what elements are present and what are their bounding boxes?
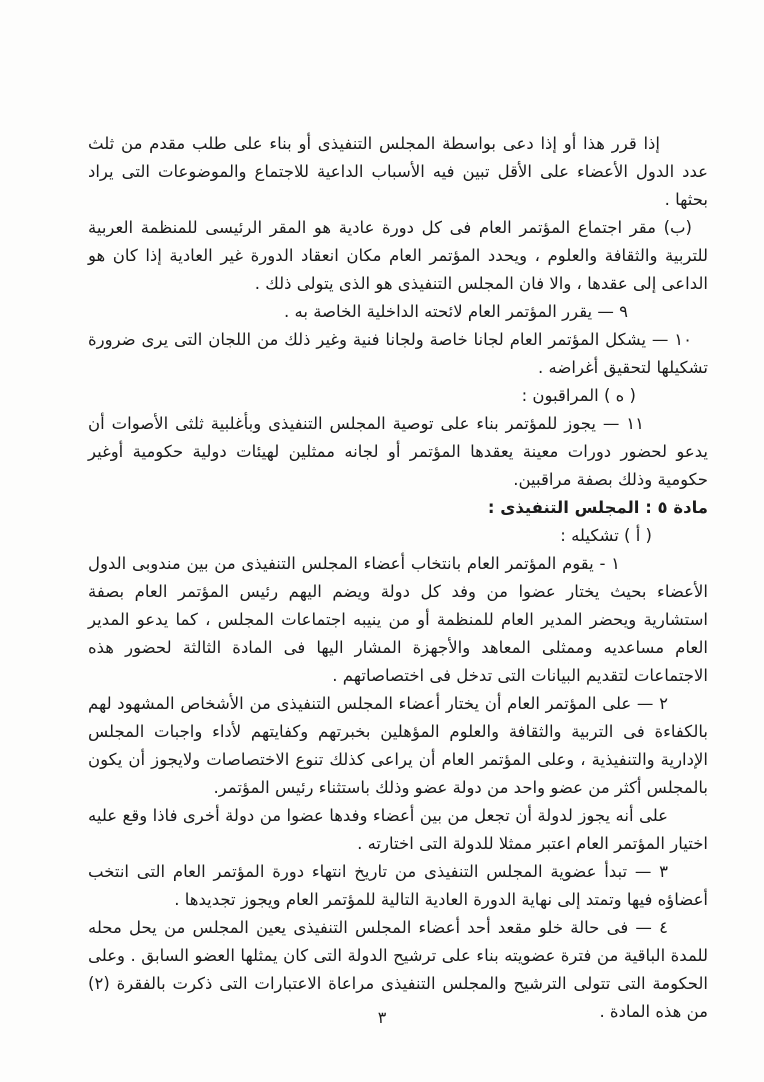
item-3-paragraph: ٣ — تبدأ عضوية المجلس التنفيذى من تاريخ انتهاء دورة المؤتمر العام التى انتخب أعضاؤه فيها وتمتد إلى نهاية الدورة العادية التالية للمؤتمر العام ويجوز تجديدها . [88, 862, 708, 909]
document-body [88, 130, 708, 1026]
item-10-paragraph: ١٠ — يشكل المؤتمر العام لجانا خاصة ولجانا فنية وغير ذلك من اللجان التى يرى ضرورة تشكيلها لتحقيق أغراضه . [88, 330, 708, 377]
clause-a-heading: ( أ ) تشكيله : [560, 526, 652, 545]
item-9-paragraph: ٩ — يقرر المؤتمر العام لائحته الداخلية الخاصة به . [284, 302, 628, 321]
clause-b-paragraph: (ب) مقر اجتماع المؤتمر العام فى كل دورة عادية هو المقر الرئيسى للمنظمة العربية للتربية والثقافة والعلوم ، ويحدد المؤتمر العام مكان انعقاد الدورة غير العادية إذا كان هو الداعى إلى عقدها ، والا فان المجلس التنفيذى هو الذى يتولى ذلك . [88, 218, 708, 293]
item-2-note-paragraph: على أنه يجوز لدولة أن تجعل من بين أعضاء وفدها عضوا من دولة أخرى فاذا وقع عليه اختيار المؤتمر العام اعتبر ممثلا للدولة التى اختارته . [88, 806, 708, 853]
page-number: ٣ [377, 1008, 387, 1027]
article-5-heading: مادة ٥ : المجلس التنفيذى : [487, 498, 708, 517]
item-11-paragraph: ١١ — يجوز للمؤتمر بناء على توصية المجلس التنفيذى وبأغلبية ثلثى الأصوات أن يدعو لحضور دورات معينة يعقدها المؤتمر أو لجانه ممثلين لهيئات دولية حكومية أوغير حكومية وذلك بصفة مراقبين. [88, 414, 708, 489]
paragraph-continuation: إذا قرر هذا أو إذا دعى بواسطة المجلس التنفيذى أو بناء على طلب مقدم من ثلث عدد الدول الأعضاء على الأقل تبين فيه الأسباب الداعية للاجتماع والموضوعات التى يراد بحثها . [88, 134, 708, 209]
item-4-paragraph: ٤ — فى حالة خلو مقعد أحد أعضاء المجلس التنفيذى يعين المجلس من يحل محله للمدة الباقية من فترة عضويته بناء على ترشيح الدولة التى كان يمثلها العضو السابق . وعلى الحكومة التى تتولى الترشيح والمجلس التنفيذى مراعاة الاعتبارات التى ذكرت بالفقرة (٢) من هذه المادة . [88, 918, 708, 1021]
item-1-paragraph: ١ - يقوم المؤتمر العام بانتخاب أعضاء المجلس التنفيذى من بين مندوبى الدول الأعضاء بحيث يختار عضوا من وفد كل دولة ويضم اليهم رئيس المؤتمر العام بصفة استشارية ويحضر المدير العام للمنظمة أو من ينيبه اجتماعات المجلس ، كما يدعو المدير العام مساعديه وممثلى المعاهد والأجهزة المشار اليها فى المادة الثالثة لحضور هذه الاجتماعات لتقديم البيانات التى تدخل فى اختصاصاتهم . [88, 554, 708, 685]
item-2-paragraph: ٢ — على المؤتمر العام أن يختار أعضاء المجلس التنفيذى من الأشخاص المشهود لهم بالكفاءة فى التربية والثقافة والعلوم المؤهلين بخبرتهم وكفايتهم لأداء واجبات المجلس الإدارية والتنفيذية ، وعلى المؤتمر العام أن يراعى كذلك تنوع الاختصاصات ولايجوز أن يكون بالمجلس أكثر من عضو واحد من دولة عضو وذلك باستثناء رئيس المؤتمر. [88, 694, 708, 797]
observers-heading: ( ه ) المراقبون : [521, 386, 636, 405]
